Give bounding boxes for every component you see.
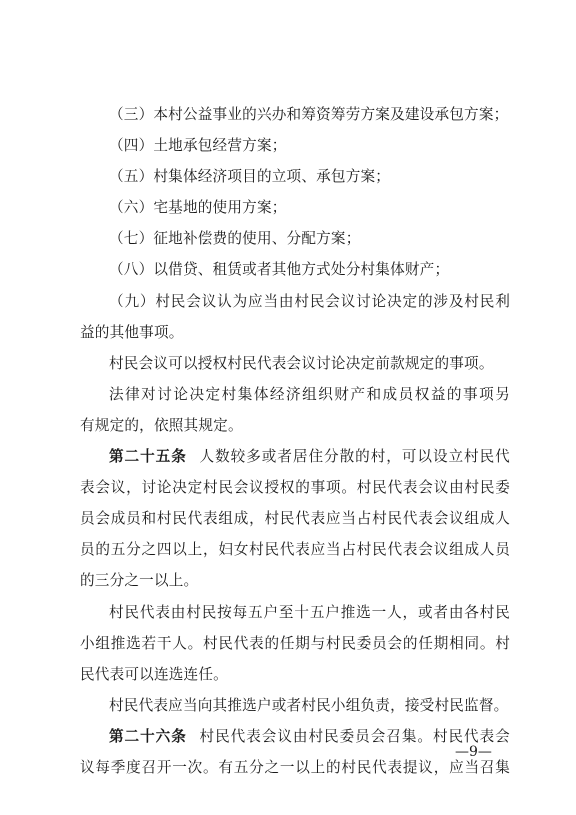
line-text: 员会成员和村民代表组成，村民代表应当占村民代表会议组成人 (80, 510, 510, 528)
text-line (80, 664, 510, 685)
line-text: 村民会议可以授权村民代表会议讨论决定前款规定的事项。 (109, 354, 494, 372)
page-number: —9— (455, 744, 492, 760)
line-text: （三）本村公益事业的兴办和筹资筹劳方案及建设承包方案； (109, 106, 509, 123)
line-text: 村民代表应当向其推选户或者村民小组负责，接受村民监督。 (109, 696, 509, 714)
line-text: （四）土地承包经营方案； (109, 137, 287, 155)
line-text: （七）征地补偿费的使用、分配方案； (109, 230, 361, 248)
text-line (80, 602, 510, 623)
text-line (80, 539, 510, 560)
text-line (80, 477, 510, 498)
text-line (80, 197, 510, 218)
line-text: （五）村集体经济项目的立项、承包方案； (109, 168, 391, 186)
line-text: 小组推选若干人。村民代表的任期与村民委员会的任期相同。村 (80, 634, 510, 652)
text-line (80, 384, 510, 405)
line-text: （九）村民会议认为应当由村民会议讨论决定的涉及村民利 (109, 292, 510, 310)
text-line (80, 757, 510, 778)
text-line (80, 415, 510, 436)
line-text: 益的其他事项。 (80, 323, 184, 341)
line-text: 法律对讨论决定村集体经济组织财产和成员权益的事项另 (109, 385, 510, 403)
line-text: 人数较多或者居住分散的村，可以设立村民代 (198, 448, 510, 466)
line-text: 的三分之一以上。 (80, 572, 199, 590)
text-line (80, 166, 510, 187)
article-line (80, 446, 510, 467)
line-text: 村民代表会议由村民委员会召集。村民代表会 (198, 727, 510, 745)
text-line (80, 633, 510, 654)
text-line (80, 353, 510, 374)
line-text: 村民代表由村民按每五户至十五户推选一人，或者由各村民 (109, 603, 510, 621)
text-line (80, 104, 510, 125)
text-line (80, 570, 510, 591)
line-text: 表会议，讨论决定村民会议授权的事项。村民代表会议由村民委 (80, 479, 510, 497)
text-line (80, 135, 510, 156)
text-line (80, 228, 510, 249)
line-text: 议每季度召开一次。有五分之一以上的村民代表提议，应当召集 (80, 758, 510, 776)
line-text: （八）以借贷、租赁或者其他方式处分村集体财产； (109, 261, 450, 279)
text-line (80, 259, 510, 280)
article-line (80, 726, 510, 747)
article-heading: 第二十六条 (109, 727, 187, 745)
line-text: （六）宅基地的使用方案； (109, 199, 287, 217)
article-heading: 第二十五条 (109, 448, 187, 466)
line-text: 有规定的，依照其规定。 (80, 416, 243, 434)
text-line (80, 508, 510, 529)
line-text: 民代表可以连选连任。 (80, 665, 228, 683)
document-page (80, 104, 510, 788)
line-text: 员的五分之四以上，妇女村民代表应当占村民代表会议组成人员 (80, 541, 510, 559)
text-line (80, 322, 510, 343)
text-line (80, 291, 510, 312)
text-line (80, 695, 510, 716)
